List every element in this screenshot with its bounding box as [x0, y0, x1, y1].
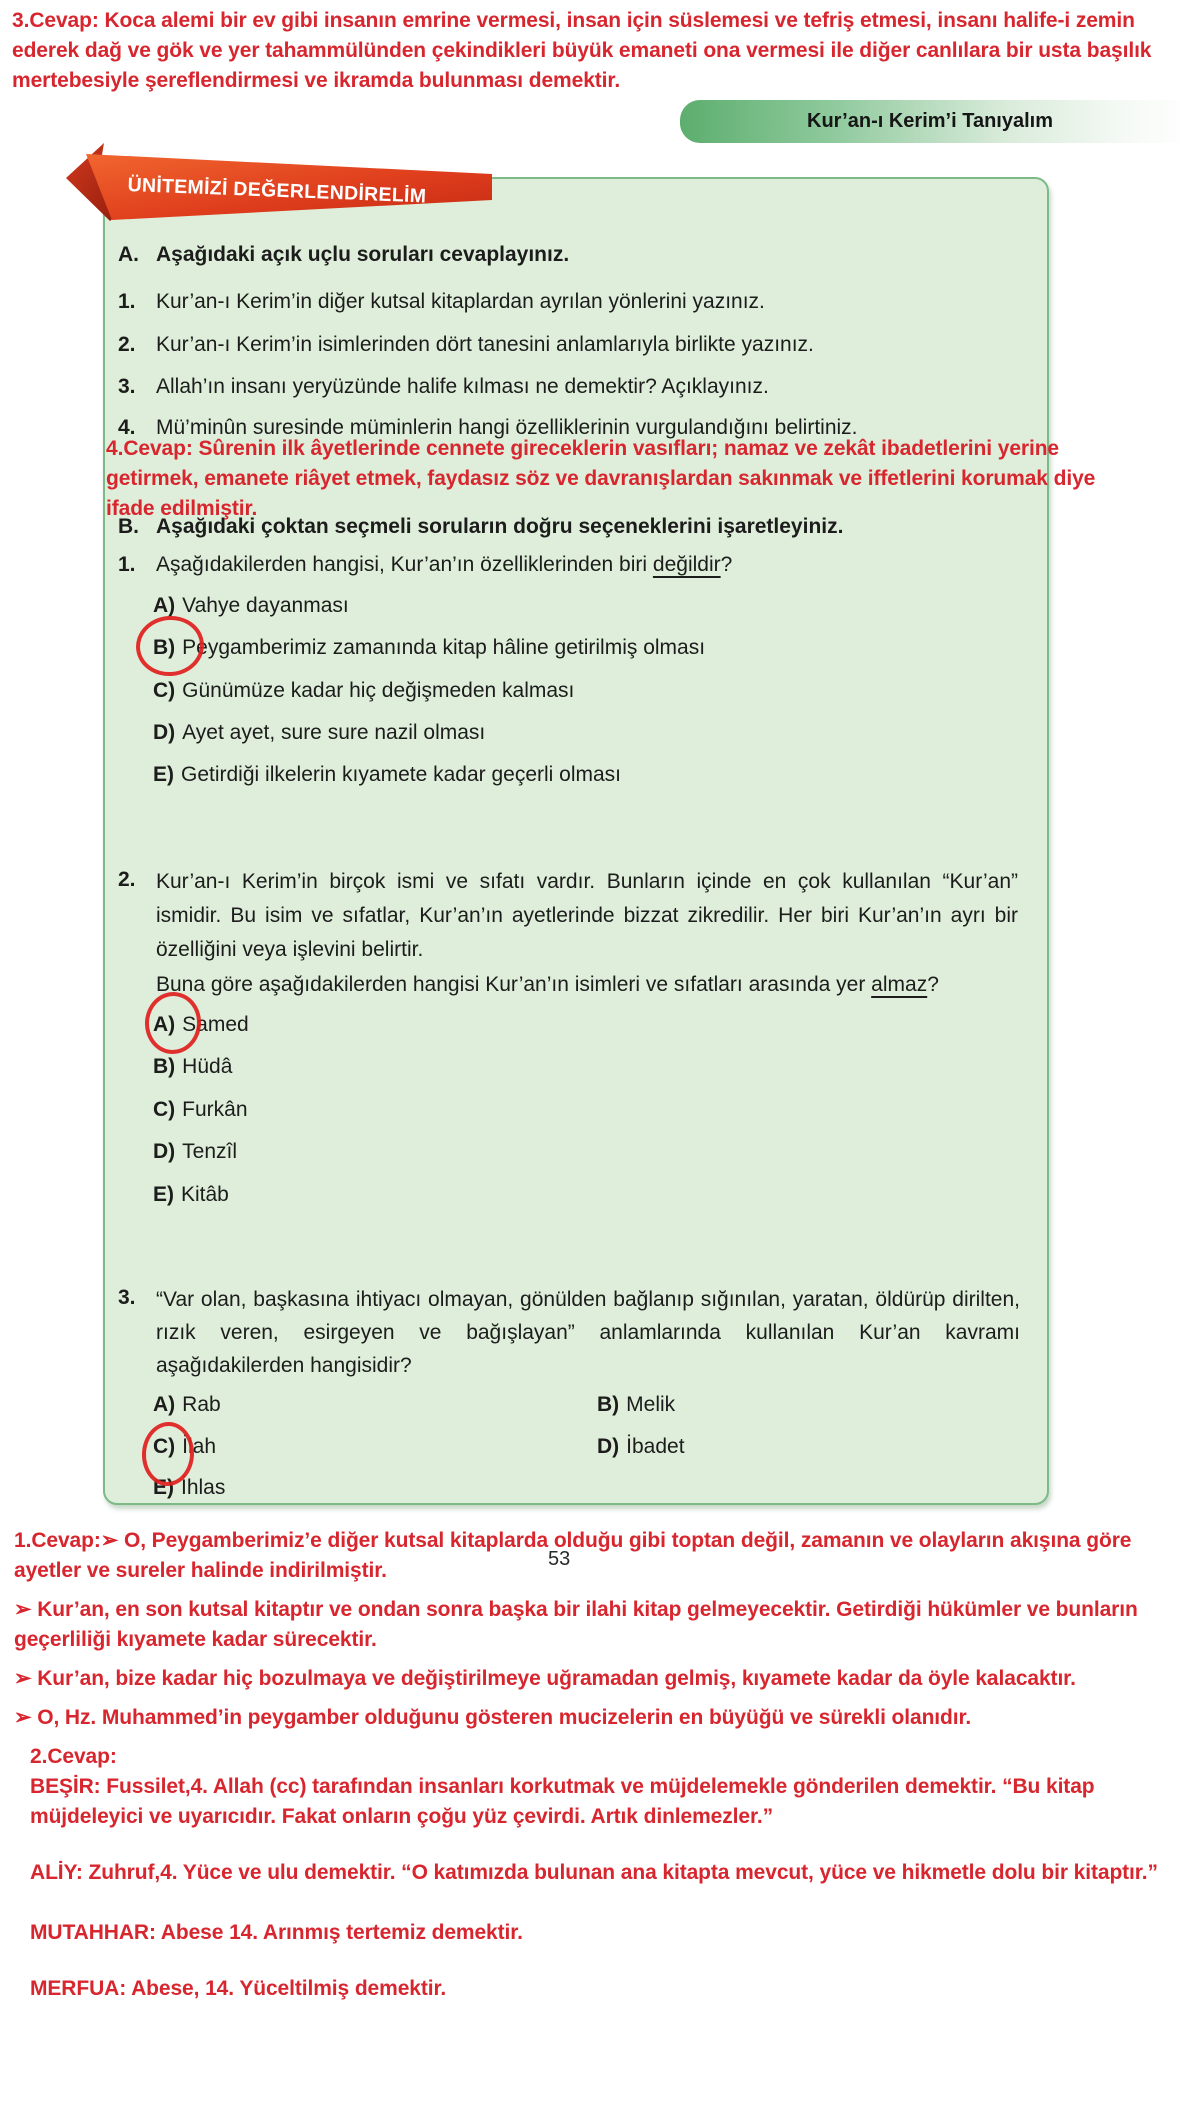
q2-option-a: A) Samed — [153, 1013, 249, 1036]
answer-2-item-aliy: ALİY: Zuhruf,4. Yüce ve ulu demektir. “O katımızda bulunan ana kitapta mevcut, yüce ve hikmetle dolu bir kitaptır.” — [30, 1861, 1158, 1884]
section-a-heading: A. Aşağıdaki açık uçlu soruları cevaplayınız. — [118, 240, 998, 270]
q1-option-d: D) Ayet ayet, sure sure nazil olması — [153, 721, 486, 744]
chapter-banner — [680, 100, 1180, 143]
q3-option-a: A) Rab — [153, 1393, 221, 1416]
evaluation-ribbon-label: ÜNİTEMİZİ DEĞERLENDİRELİM — [127, 174, 427, 208]
section-b-heading: B. Aşağıdaki çoktan seçmeli soruların doğru seçeneklerini işaretleyiniz. — [118, 512, 1018, 542]
question-a3: 3. Allah’ın insanı yeryüzünde halife kılması ne demektir? Açıklayınız. — [118, 375, 769, 398]
q3-option-c: C) İlah — [153, 1435, 217, 1458]
answer-2-item-merfua: MERFUA: Abese, 14. Yüceltilmiş demektir. — [30, 1977, 447, 2000]
question-a1: 1. Kur’an-ı Kerim’in diğer kutsal kitaplardan ayrılan yönlerini yazınız. — [118, 290, 765, 313]
question-b3-stem: “Var olan, başkasına ihtiyacı olmayan, gönülden bağlanıp sığınılan, yaratan, öldürüp dirilten, rızık veren, esirgeyen ve bağışlayan” anlamlarında kullanılan Kur’an kavramı aşağıdakilerden hangisidir? — [156, 1288, 1020, 1377]
q1-option-a: A) Vahye dayanması — [153, 594, 349, 617]
answer-1-line: 1.Cevap:➢ O, Peygamberimiz’e diğer kutsal kitaplarda olduğu gibi toptan değil, zamanın ve olayların akışına göre ayetler ve sureler halinde indirilmiştir. — [14, 1529, 1132, 1582]
answer-3-text: 3.Cevap: Koca alemi bir ev gibi insanın emrine vermesi, insan için süslemesi ve tefriş etmesi, insanı halife-i zemin ederek dağ ve gök ve yer tahammülünden çekindikleri büyük emaneti ona vermesi ile diğer canlılara bir usta başılık mertebesiyle şereflendirmesi ve ikramda bulunması demektir. — [12, 9, 1152, 92]
question-b1: 1. Aşağıdakilerden hangisi, Kur’an’ın özelliklerinden biri değildir? — [118, 553, 733, 576]
bottom-answers — [0, 1526, 1180, 2013]
question-b3-number: 3. — [118, 1286, 136, 1309]
answer-2-item-mutahhar: MUTAHHAR: Abese 14. Arınmış tertemiz demektir. — [30, 1921, 523, 1944]
question-a4: 4. Mü’minûn suresinde müminlerin hangi özelliklerinin vurgulandığını belirtiniz. — [118, 416, 858, 439]
question-b2-intro: Kur’an-ı Kerim’in birçok ismi ve sıfatı vardır. Bunların içinde en çok kullanılan “Kur’an” ismidir. Bu isim ve sıfatlar, Kur’an’ın ayetlerinde bizzat zikredilir. Her biri Kur’an’ın ayrı bir özelliğini veya işlevini belirtir. — [156, 870, 1018, 961]
answer-1-line: ➢ Kur’an, bize kadar hiç bozulmaya ve değiştirilmeye uğramadan gelmiş, kıyamete kadar da öyle kalacaktır. — [14, 1667, 1076, 1690]
q3-option-e: E) İhlas — [153, 1476, 226, 1499]
q2-option-b: B) Hüdâ — [153, 1055, 233, 1078]
answer-4-text: 4.Cevap: Sûrenin ilk âyetlerinde cennete gireceklerin vasıfları; namaz ve zekât ibadetlerini yerine getirmek, emanete riâyet etmek, faydasız söz ve davranışlardan sakınmak ve iffetlerini korumak diye ifade edilmiştir. — [106, 437, 1096, 520]
q2-option-e: E) Kitâb — [153, 1183, 229, 1206]
q2-option-d: D) Tenzîl — [153, 1140, 238, 1163]
q3-option-d: D) İbadet — [597, 1435, 685, 1458]
question-b2-stem: Buna göre aşağıdakilerden hangisi Kur’an’ın isimleri ve sıfatları arasında yer almaz? — [156, 973, 939, 996]
answer-2-item-besir: BEŞİR: Fussilet,4. Allah (cc) tarafından insanları korkutmak ve müjdelemekle gönderilen demektir. “Bu kitap müjdeleyici ve uyarıcıdır. Fakat onların çoğu yüz çevirdi. Artık dinlemezler.” — [30, 1775, 1095, 1828]
section-a-letter: A. — [118, 243, 139, 266]
question-a2: 2. Kur’an-ı Kerim’in isimlerinden dört tanesini anlamlarıyla birlikte yazınız. — [118, 333, 814, 356]
q1-option-b: B) Peygamberimiz zamanında kitap hâline getirilmiş olması — [153, 636, 706, 659]
page-number: 53 — [548, 1548, 571, 1570]
q3-option-b: B) Melik — [597, 1393, 676, 1416]
q1-option-c: C) Günümüze kadar hiç değişmeden kalması — [153, 679, 575, 702]
q2-option-c: C) Furkân — [153, 1098, 248, 1121]
answer-2-heading: 2.Cevap: — [30, 1745, 117, 1768]
q1-option-e: E) Getirdiği ilkelerin kıyamete kadar geçerli olması — [153, 763, 622, 786]
section-b-letter: B. — [118, 515, 139, 538]
answer-1-line: ➢ O, Hz. Muhammed’in peygamber olduğunu gösteren mucizelerin en büyüğü ve sürekli olanıdır. — [14, 1706, 972, 1729]
chapter-banner-label: Kur’an-ı Kerim’i Tanıyalım — [807, 110, 1053, 132]
answer-1-line: ➢ Kur’an, en son kutsal kitaptır ve ondan sonra başka bir ilahi kitap gelmeyecektir. Getirdiği hükümler ve bunların geçerliliği kıyamete kadar sürecektir. — [14, 1598, 1138, 1651]
question-b2-number: 2. — [118, 868, 136, 891]
